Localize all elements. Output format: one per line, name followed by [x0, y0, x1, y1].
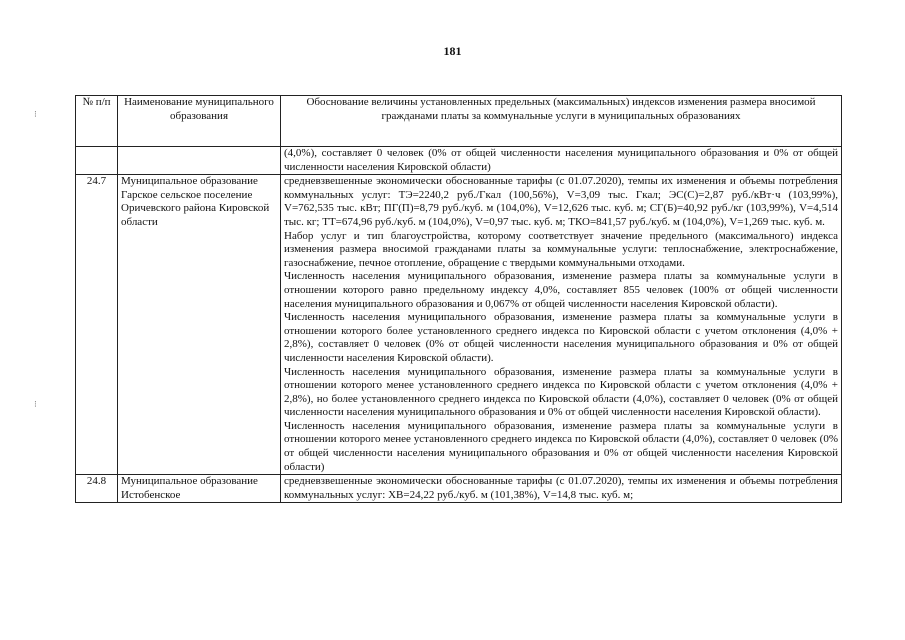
tariff-index-table [75, 95, 842, 503]
population-paragraph: Численность населения муниципального образования, изменение размера платы за коммунальные услуги в отношении которого равно предельному индексу 4,0%, составляет 855 человек (100% от общей численности населения муниципального образования и 0,067% от общей численности населения Кировской области). [284, 270, 838, 310]
header-justification: Обоснование величины установленных предельных (максимальных) индексов изменения размера вносимой гражданами платы за коммунальные услуги в муниципальных образованиях [281, 96, 842, 147]
margin-mark: ⁝ [34, 109, 37, 119]
population-paragraph: Численность населения муниципального образования, изменение размера платы за коммунальные услуги в отношении которого менее установленного среднего индекса по Кировской области (4,0%), составляет 0 человек (0% от общей численности населения муниципального образования и 0% от общей численности населения Кировской области) [284, 419, 838, 473]
table-header-row [76, 96, 842, 147]
tariffs-paragraph: средневзвешенные экономически обоснованные тарифы (с 01.07.2020), темпы их изменения и объемы потребления коммунальных услуг: ТЭ=2240,2 руб./Гкал (100,56%), V=3,09 тыс. Гкал; ЭС(С)=2,87 руб./кВт·ч (103,99%), V=762,535 тыс. кВт; ПГ(П)=8,79 руб./куб. м (104,0%), V=12,626 тыс. куб. м; СГ(Б)=40,92 руб./кг (103,99%), V=4,514 тыс. кг; ТТ=674,96 руб./куб. м (104,0%), V=0,97 тыс. куб. м; ТКО=841,57 руб./куб. м (104,0%), V=1,269 тыс. куб. м. [284, 175, 838, 228]
municipality-name: Муниципальное образование Истобенское [118, 475, 281, 503]
justification-cell [281, 475, 842, 503]
row-number: 24.8 [76, 475, 118, 503]
header-num: № п/п [76, 96, 118, 147]
page-number: 181 [443, 44, 462, 58]
continued-name-cell [118, 147, 281, 175]
header-name: Наименование муниципального образования [118, 96, 281, 147]
table-row-continued [76, 147, 842, 175]
tariffs-paragraph: средневзвешенные экономически обоснованные тарифы (с 01.07.2020), темпы их изменения и объемы потребления коммунальных услуг: ХВ=24,22 руб./куб. м (101,38%), V=14,8 тыс. куб. м; [284, 475, 838, 501]
row-number: 24.7 [76, 175, 118, 475]
table-row [76, 475, 842, 503]
continued-text: (4,0%), составляет 0 человек (0% от общей численности населения муниципального образования и 0% от общей численности населения Кировской области) [281, 147, 842, 175]
population-paragraph: Численность населения муниципального образования, изменение размера платы за коммунальные услуги в отношении которого более установленного среднего индекса по Кировской области с учетом отклонения (4,0% + 2,8%), составляет 0 человек (0% от общей численности населения муниципального образования и 0% от общей численности населения Кировской области). [284, 311, 838, 364]
services-paragraph: Набор услуг и тип благоустройства, которому соответствует значение предельного (максимального) индекса изменения размера вносимой гражданами платы за коммунальные услуги: теплоснабжение, электроснабжение, газоснабжение, печное отопление, обращение с твердыми коммунальными отходами. [284, 229, 838, 269]
population-paragraph: Численность населения муниципального образования, изменение размера платы за коммунальные услуги в отношении которого менее установленного среднего индекса по Кировской области с учетом отклонения (4,0% + 2,8%), но более установленного среднего индекса по Кировской области (4,0%), составляет 0 человек (0% от общей численности населения муниципального образования и 0% от общей численности населения Кировской области). [284, 365, 838, 419]
municipality-name: Муниципальное образование Гарское сельское поселение Оричевского района Кировской области [118, 175, 281, 475]
table-row [76, 175, 842, 475]
margin-mark: ⁝ [34, 399, 37, 409]
continued-num-cell [76, 147, 118, 175]
justification-cell [281, 175, 842, 475]
